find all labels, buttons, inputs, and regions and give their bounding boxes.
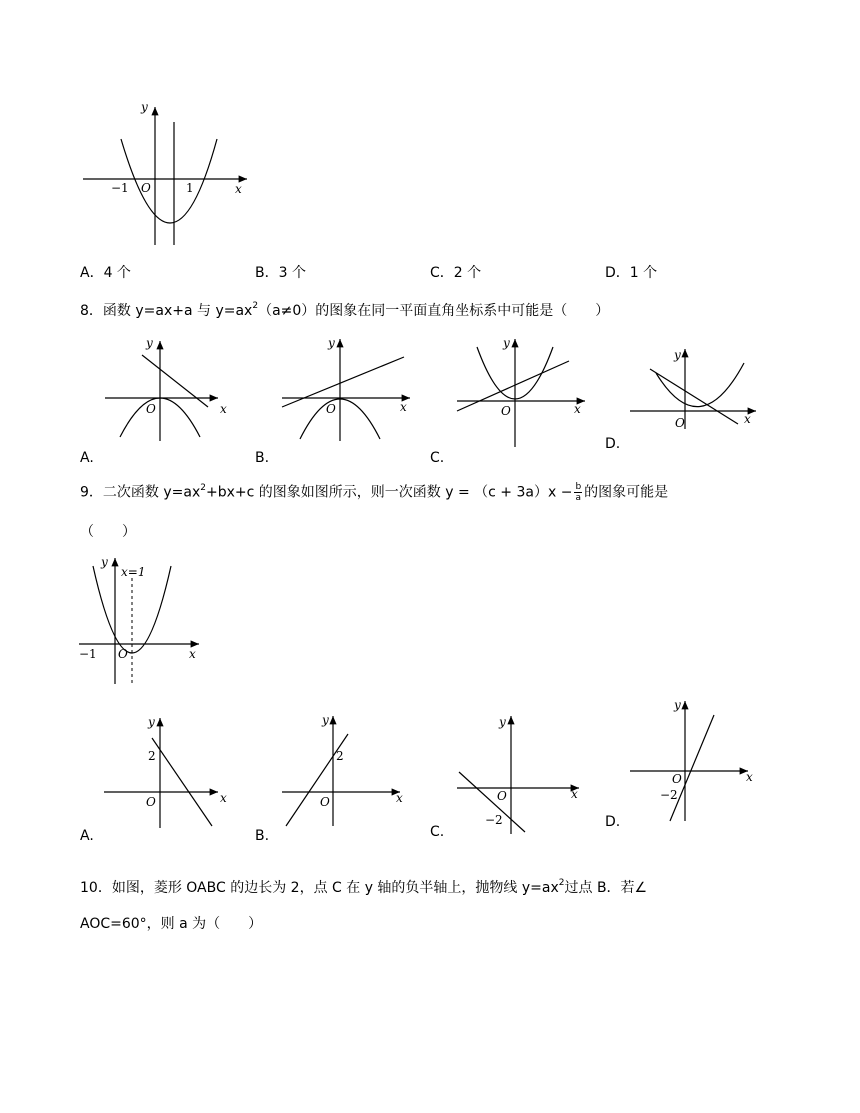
q8-graph-d (628, 345, 768, 435)
q8-text2: （a≠0）的图象在同一平面直角坐标系中可能是（ ） (258, 303, 610, 319)
q9-text3: 的图象可能是 (584, 484, 669, 501)
y-label: y (499, 715, 506, 729)
q8-label-a: A. (80, 450, 94, 466)
y-label: y (322, 713, 329, 727)
q10-text1: 如图，菱形 OABC 的边长为 2，点 C 在 y 轴的负半轴上，抛物线 y=ax (111, 880, 559, 896)
q10-number: 10． (80, 880, 112, 896)
origin-label: O (497, 789, 507, 803)
q8-sup: 2 (252, 301, 259, 311)
q9-text1: 二次函数 y=ax (102, 484, 201, 501)
q8-number: 8． (80, 303, 103, 319)
intercept-label: −2 (485, 813, 503, 827)
q7-option-a: A．4 个 (80, 265, 131, 281)
pos1-label: 1 (186, 181, 194, 195)
q10-text2: 过点 B．若∠ (564, 880, 648, 896)
q9-frac-den: a (575, 493, 582, 503)
x-label: x (571, 787, 578, 801)
neg1-label: −1 (79, 647, 97, 661)
q9-stem (80, 482, 668, 505)
line (457, 361, 569, 411)
q8-graph-b (278, 335, 418, 445)
intercept-label: −2 (660, 788, 678, 802)
q10-sup: 2 (558, 878, 565, 888)
y-label: y (674, 698, 681, 712)
q7-option-d: D．1 个 (605, 265, 658, 281)
q9-fraction (574, 482, 582, 503)
q8-label-d: D. (605, 436, 621, 452)
q9-label-d: D. (605, 814, 621, 830)
line (152, 738, 212, 826)
origin-label: O (146, 795, 156, 809)
q9-graph-b (278, 712, 418, 832)
q8-graph-a (100, 335, 240, 445)
y-label: y (141, 100, 148, 114)
q9-label-b: B. (255, 828, 270, 844)
x-label: x (220, 402, 227, 416)
y-label: y (148, 715, 155, 729)
q9-graph-d (628, 695, 768, 825)
y-label: y (146, 336, 153, 350)
q9-sup: 2 (200, 482, 206, 493)
q8-text1: 函数 y=ax+a 与 y=ax (102, 303, 253, 319)
axis-label: x=1 (121, 565, 146, 579)
line (650, 369, 738, 424)
q8-label-c: C. (430, 450, 445, 466)
q10-stem-line1 (80, 878, 647, 900)
y-label: y (674, 348, 681, 362)
y-label: y (101, 555, 108, 569)
line (670, 715, 714, 821)
q7-option-b: B．3 个 (255, 265, 306, 281)
q7-option-c: C．2 个 (430, 265, 482, 281)
origin-label: O (326, 402, 336, 416)
q9-label-a: A. (80, 828, 94, 844)
x-label: x (220, 791, 227, 805)
q8-label-b: B. (255, 450, 270, 466)
q10-stem-line2: AOC=60°，则 a 为（ ） (80, 916, 263, 932)
x-label: x (744, 412, 751, 426)
q7-graph (75, 95, 255, 255)
origin-label: O (146, 402, 156, 416)
neg1-label: −1 (111, 181, 129, 195)
origin-label: O (141, 181, 151, 195)
origin-label: O (501, 404, 511, 418)
y-label: y (503, 336, 510, 350)
q9-number: 9． (80, 484, 103, 501)
q9-text2: +bx+c 的图象如图所示，则一次函数 y = （c + 3a）x − (206, 484, 573, 501)
origin-label: O (118, 647, 128, 661)
intercept-label: 2 (148, 749, 156, 763)
x-label: x (235, 182, 242, 196)
parabola (121, 139, 217, 223)
y-label: y (328, 336, 335, 350)
q9-blank: （ ） (80, 524, 136, 540)
x-label: x (396, 791, 403, 805)
x-label: x (574, 402, 581, 416)
x-label: x (189, 647, 196, 661)
line (286, 734, 348, 826)
x-label: x (400, 400, 407, 414)
q8-stem (80, 301, 609, 323)
q9-label-c: C. (430, 824, 445, 840)
origin-label: O (320, 795, 330, 809)
q9-graph-a (100, 712, 240, 832)
origin-label: O (675, 416, 685, 430)
x-label: x (746, 770, 753, 784)
q9-frac-num: b (575, 482, 582, 492)
q8-graph-c (453, 335, 593, 450)
q9-graph (75, 552, 215, 692)
origin-label: O (672, 772, 682, 786)
intercept-label: 2 (336, 749, 344, 763)
q9-graph-c (453, 712, 593, 837)
